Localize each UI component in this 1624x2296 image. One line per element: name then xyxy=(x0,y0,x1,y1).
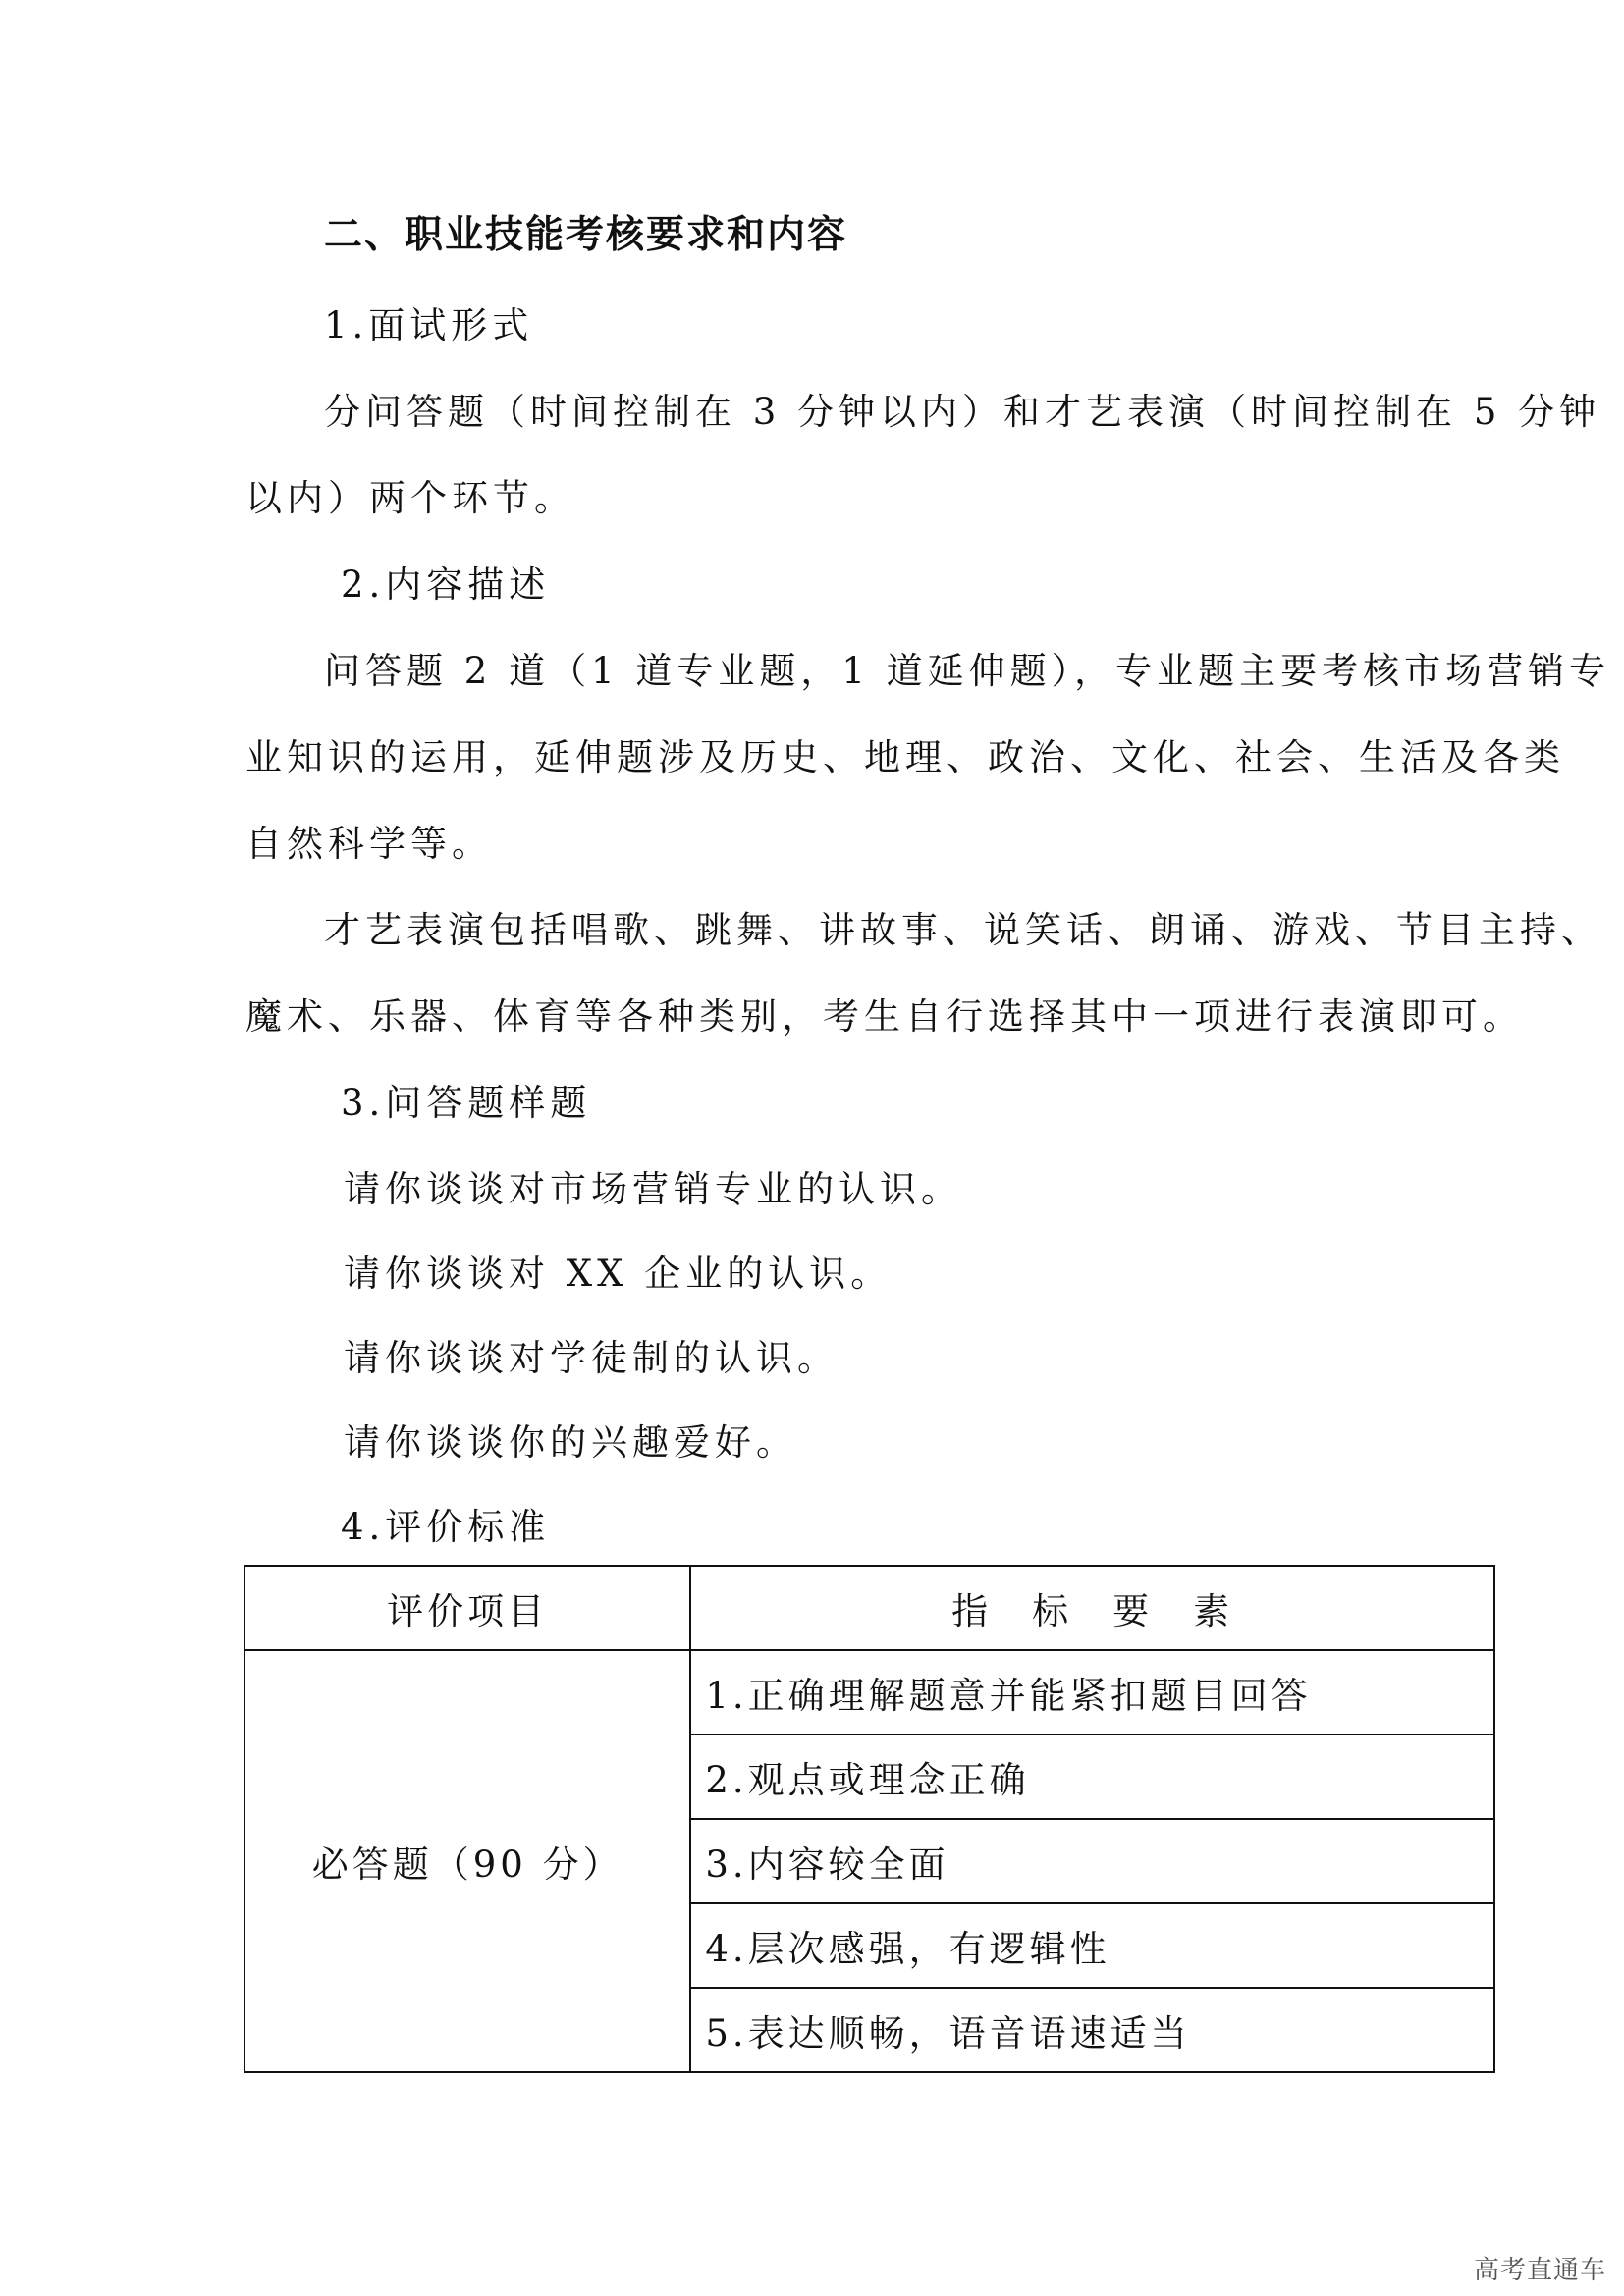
table-cell-element: 3.内容较全面 xyxy=(690,1819,1494,1903)
content-paragraph-1-line-3: 自然科学等。 xyxy=(245,823,493,865)
table-cell-element: 4.层次感强，有逻辑性 xyxy=(690,1903,1494,1988)
sample-question: 请你谈谈对 XX 企业的认识。 xyxy=(344,1253,893,1295)
content-paragraph-2-line-2: 魔术、乐器、体育等各种类别，考生自行选择其中一项进行表演即可。 xyxy=(245,995,1524,1038)
section-title: 二、职业技能考核要求和内容 xyxy=(324,213,848,257)
sample-question: 请你谈谈你的兴趣爱好。 xyxy=(344,1421,797,1464)
interview-heading: 1.面试形式 xyxy=(324,304,534,347)
table-header-item: 评价项目 xyxy=(244,1566,690,1650)
content-heading: 2.内容描述 xyxy=(341,563,551,606)
interview-text-line-1: 分问答题（时间控制在 3 分钟以内）和才艺表演（时间控制在 5 分钟 xyxy=(324,391,1601,433)
content-paragraph-1-line-1: 问答题 2 道（1 道专业题，1 道延伸题），专业题主要考核市场营销专 xyxy=(324,650,1611,692)
criteria-heading: 4.评价标准 xyxy=(341,1506,551,1548)
content-paragraph-1-line-2: 业知识的运用，延伸题涉及历史、地理、政治、文化、社会、生活及各类 xyxy=(245,736,1565,778)
table-cell-element: 2.观点或理念正确 xyxy=(690,1735,1494,1819)
sample-question: 请你谈谈对学徒制的认识。 xyxy=(344,1337,839,1379)
table-row xyxy=(244,1650,1494,1735)
table-cell-element: 1.正确理解题意并能紧扣题目回答 xyxy=(690,1650,1494,1735)
sample-question: 请你谈谈对市场营销专业的认识。 xyxy=(344,1168,962,1210)
criteria-table xyxy=(244,1565,1495,2073)
table-cell-item-label: 必答题（90 分） xyxy=(244,1650,690,2072)
watermark: 高考直通车 xyxy=(1473,2256,1606,2285)
table-cell-element: 5.表达顺畅，语音语速适当 xyxy=(690,1988,1494,2072)
table-header-row xyxy=(244,1566,1494,1650)
interview-text-line-2: 以内）两个环节。 xyxy=(245,477,575,519)
table-header-elements: 指 标 要 素 xyxy=(690,1566,1494,1650)
content-paragraph-2-line-1: 才艺表演包括唱歌、跳舞、讲故事、说笑话、朗诵、游戏、节目主持、 xyxy=(324,909,1602,951)
samples-heading: 3.问答题样题 xyxy=(341,1082,592,1124)
